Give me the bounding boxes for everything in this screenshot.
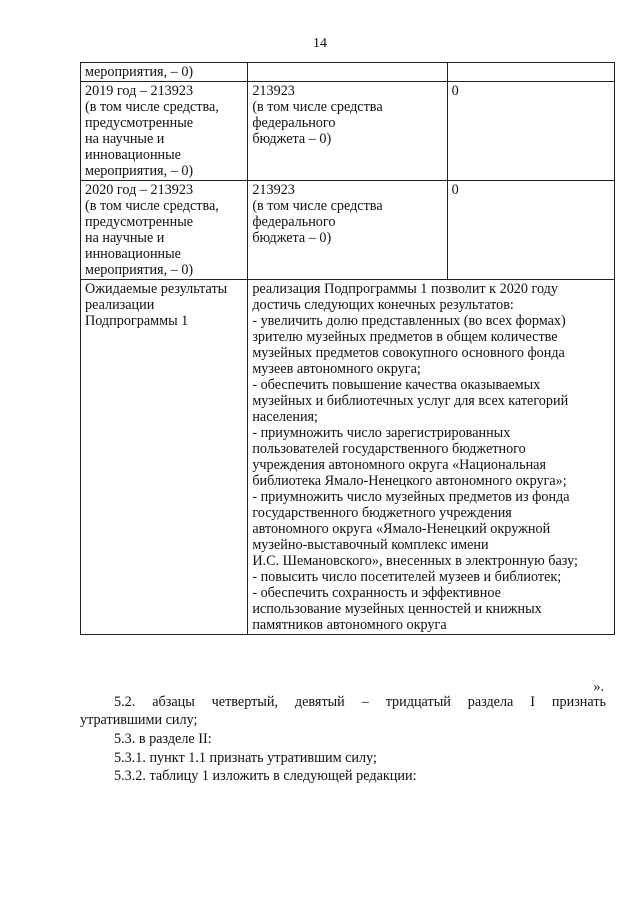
cell-line: реализация Подпрограммы 1 позволит к 2020 году: [252, 281, 558, 297]
cell-line: использование музейных ценностей и книжных: [252, 601, 542, 617]
table-cell: [248, 63, 447, 82]
cell-line: 213923: [252, 83, 295, 99]
cell-line: 2019 год – 213923: [85, 83, 194, 99]
cell-line: на научные и: [85, 131, 165, 147]
cell-line: - приумножить число зарегистрированных: [252, 425, 511, 441]
cell-line: инновационные: [85, 147, 181, 163]
federal-budget-2020-cell: [248, 181, 447, 280]
page-number: 14: [313, 36, 327, 51]
cell-line: автономного округа «Ямало-Ненецкий окружной: [252, 521, 551, 537]
cell-line: населения;: [252, 409, 318, 425]
expected-results-text-cell: [248, 280, 615, 635]
paragraph-5-3-1: 5.3.1. пункт 1.1 признать утратившим силу;: [114, 750, 377, 766]
cell-line: учреждения автономного округа «Национальная: [252, 457, 546, 473]
cell-line: (в том числе средства: [252, 99, 383, 115]
cell-line: 0: [451, 182, 459, 198]
cell-line: Подпрограммы 1: [85, 313, 189, 329]
paragraph-5-2-line2: утратившими силу;: [80, 712, 198, 728]
cell-line: - увеличить долю представленных (во всех формах): [252, 313, 566, 329]
table-row-2019: [81, 82, 615, 181]
cell-line: предусмотренные: [85, 214, 194, 230]
cell-line: библиотека Ямало-Ненецкого автономного округа»;: [252, 473, 567, 489]
federal-budget-2019-cell: [248, 82, 447, 181]
cell-line: 0: [451, 83, 459, 99]
cell-line: Ожидаемые результаты: [85, 281, 228, 297]
cell-line: 2020 год – 213923: [85, 182, 194, 198]
year-2020-cell: [81, 181, 248, 280]
cell-line: музеев автономного округа;: [252, 361, 421, 377]
cell-line: инновационные: [85, 246, 181, 262]
cell-line: бюджета – 0): [252, 230, 332, 246]
cell-line: мероприятия, – 0): [85, 163, 194, 179]
year-2019-cell: [81, 82, 248, 181]
table-row: [81, 63, 615, 82]
cell-line: мероприятия, – 0): [85, 262, 194, 278]
cell-line: музейно-выставочный комплекс имени: [252, 537, 489, 553]
cell-line: мероприятия, – 0): [85, 64, 194, 80]
cell-line: федерального: [252, 214, 336, 230]
expected-results-label-cell: [81, 280, 248, 635]
paragraph-5-3-2: 5.3.2. таблицу 1 изложить в следующей редакции:: [114, 768, 417, 784]
other-2020-cell: [447, 181, 614, 280]
cell-line: музейных и библиотечных услуг для всех категорий: [252, 393, 569, 409]
cell-line: И.С. Шемановского», внесенных в электронную базу;: [252, 553, 578, 569]
closing-quote: ».: [593, 679, 604, 695]
cell-line: (в том числе средства: [252, 198, 383, 214]
table-row-expected-results: [81, 280, 615, 635]
cell-line: бюджета – 0): [252, 131, 332, 147]
table-cell: [447, 63, 614, 82]
cell-line: на научные и: [85, 230, 165, 246]
cell-line: реализации: [85, 297, 155, 313]
cell-line: государственного бюджетного учреждения: [252, 505, 512, 521]
paragraph-5-2-line1: 5.2. абзацы четвертый, девятый – тридцатый раздела I признать: [114, 694, 606, 710]
cell-line: 213923: [252, 182, 295, 198]
cell-line: предусмотренные: [85, 115, 194, 131]
cell-line: - приумножить число музейных предметов из фонда: [252, 489, 570, 505]
cell-line: - повысить число посетителей музеев и библиотек;: [252, 569, 562, 585]
other-2019-cell: [447, 82, 614, 181]
cell-line: (в том числе средства,: [85, 198, 219, 214]
funding-table: [80, 62, 615, 635]
cell-line: памятников автономного округа: [252, 617, 447, 633]
cell-line: федерального: [252, 115, 336, 131]
cell-line: пользователей государственного бюджетного: [252, 441, 526, 457]
table-cell: [81, 63, 248, 82]
cell-line: музейных предметов совокупного основного фонда: [252, 345, 565, 361]
paragraph-5-3: 5.3. в разделе II:: [114, 731, 212, 747]
cell-line: - обеспечить сохранность и эффективное: [252, 585, 501, 601]
table-row-2020: [81, 181, 615, 280]
cell-line: достичь следующих конечных результатов:: [252, 297, 514, 313]
cell-line: (в том числе средства,: [85, 99, 219, 115]
cell-line: - обеспечить повышение качества оказываемых: [252, 377, 541, 393]
cell-line: зрителю музейных предметов в общем количестве: [252, 329, 558, 345]
